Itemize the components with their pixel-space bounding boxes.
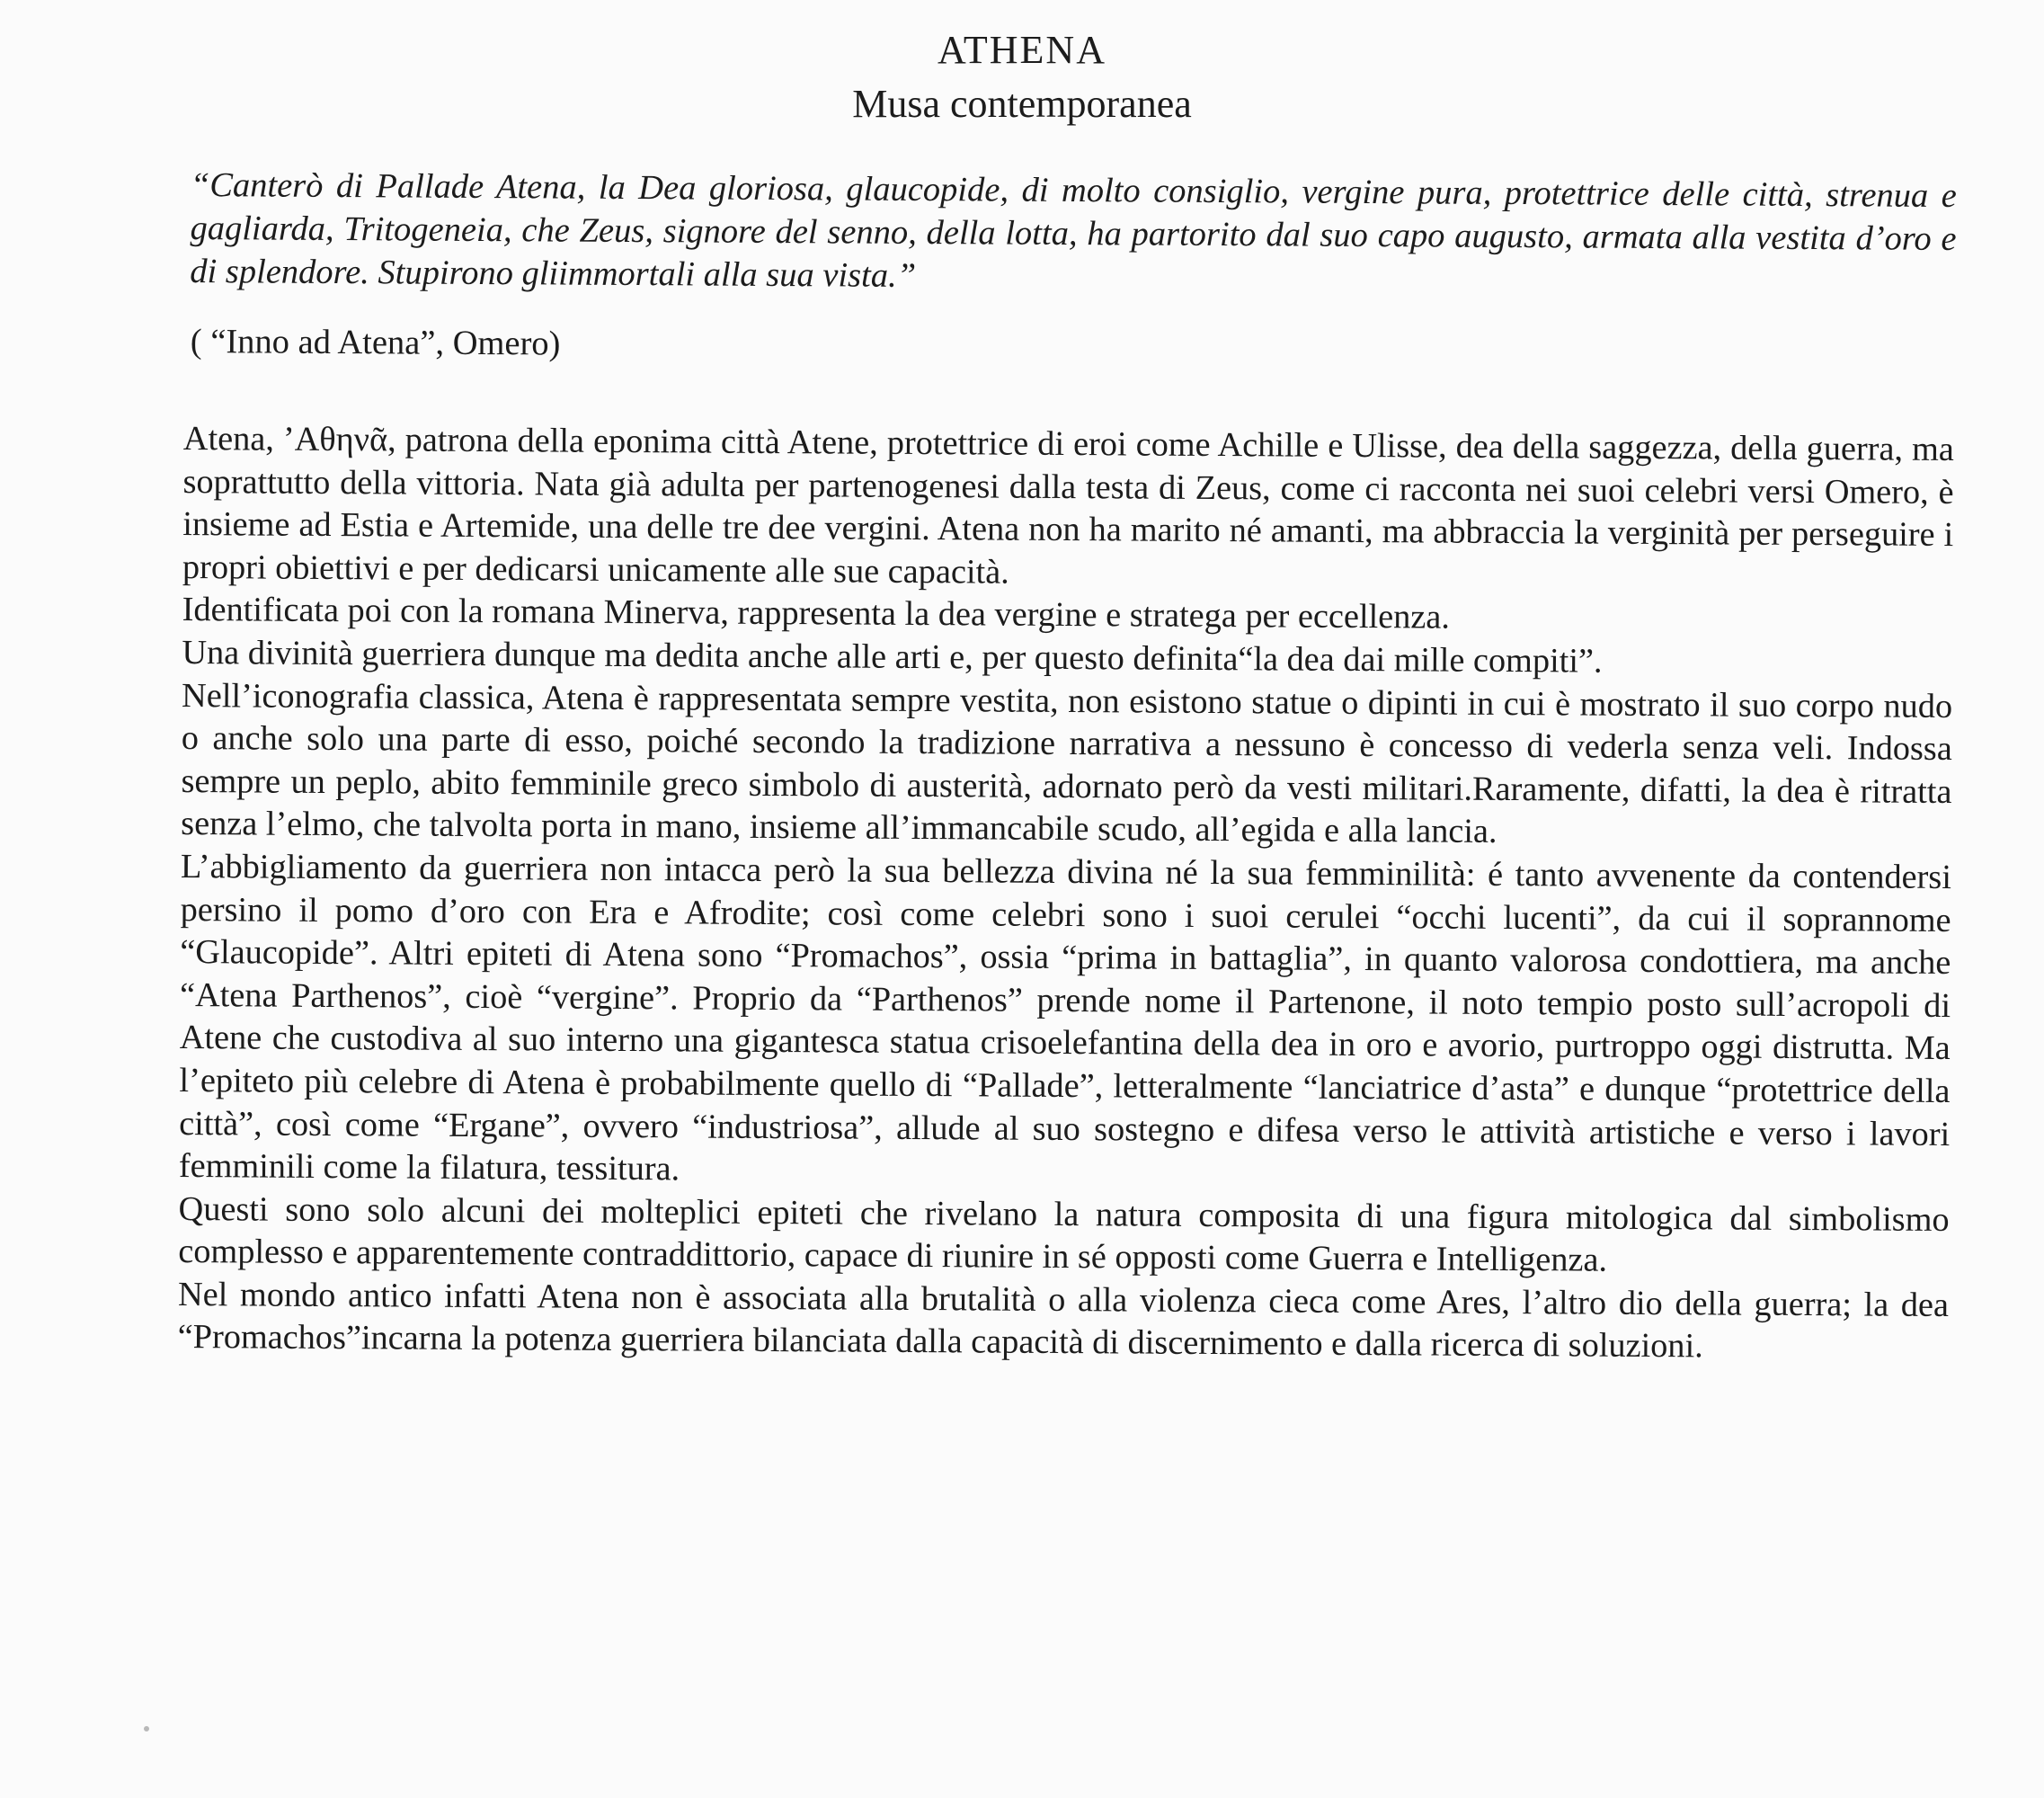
paragraph: Una divinità guerriera dunque ma dedita anche alle arti e, per questo definita“la dea dai mille compiti”. [182,633,1603,681]
paragraph: Atena, ’Αθηνᾶ, patrona della eponima città Atene, protettrice di eroi come Achille e Ulisse, dea della saggezza, della guerra, ma soprattutto della vittoria. Nata già adulta per partenogenesi dalla testa di Zeus, come ci racconta nei suoi celebri versi Omero, è insieme ad Estia e Artemide, una delle tre dee vergini. Atena non ha marito né amanti, ma abbraccia la verginità per perseguire i propri obiettivi e per dedicarsi unicamente alle sue capacità. [182,419,1954,592]
body-text [178,418,1954,1370]
paragraph: Questi sono solo alcuni dei molteplici epiteti che rivelano la natura composita di una figura mitologica dal simbolismo complesso e apparentemente contraddittorio, capace di riunire in sé opposti come Guerra e Intelligenza. [178,1189,1950,1279]
page-subtitle: Musa contemporanea [852,82,1192,126]
paragraph: Nel mondo antico infatti Atena non è associata alla brutalità o alla violenza cieca come Ares, l’altro dio della guerra; la dea “Promachos”incarna la potenza guerriera bilanciata dalla capacità di discernimento e dalla ricerca di soluzioni. [177,1275,1950,1366]
page-title: ATHENA [938,28,1106,72]
paragraph: Identificata poi con la romana Minerva, rappresenta la dea vergine e stratega per eccellenza. [182,591,1451,636]
paragraph: L’abbigliamento da guerriera non intacca però la sua bellezza divina né la sua femminilità: é tanto avvenente da contendersi persino il pomo d’oro con Era e Afrodite; così come celebri sono i suoi cerulei “occhi lucenti”, da cui il soprannome “Glaucopide”. Altri epiteti di Atena sono “Promachos”, ossia “prima in battaglia”, in quanto valorosa condottiera, ma anche “Atena Parthenos”, cioè “vergine”. Proprio da “Parthenos” prende nome il Partenone, il noto tempio posto sull’acropoli di Atene che custodiva al suo interno una gigantesca statua crisoelefantina della dea in oro e avorio, purtroppo oggi distrutta. Ma l’epiteto più celebre di Atena è probabilmente quello di “Pallade”, letteralmente “lanciatrice d’asta” e dunque “protettrice della città”, così come “Ergane”, ovvero “industriosa”, allude al suo sostegno e difesa verso le attività artistiche e verso i lavori femminili come la filatura, tessitura. [178,847,1952,1188]
epigraph-source: ( “Inno ad Atena”, Omero) [190,322,561,363]
epigraph-quote: “Canterò di Pallade Atena, la Dea gloriosa, glaucopide, di molto consiglio, vergine pura, protettrice delle città, strenua e gagliarda, Tritogeneia, che Zeus, signore del senno, della lotta, ha partorito dal suo capo augusto, armata alla vestita d’oro e di splendore. Stupirono gliimmortali alla sua vista.” [190,165,1957,295]
paragraph: Nell’iconografia classica, Atena è rappresentata sempre vestita, non esistono statue o dipinti in cui è mostrato il suo corpo nudo o anche solo una parte di esso, poiché secondo la tradizione narrativa a nessuno è concesso di vederla senza veli. Indossa sempre un peplo, abito femminile greco simbolo di austerità, adornato però da vesti militari.Raramente, difatti, la dea è ritratta senza l’elmo, che talvolta porta in mano, insieme all’immancabile scudo, all’egida e alla lancia. [181,676,1953,851]
scan-speck [144,1726,149,1731]
